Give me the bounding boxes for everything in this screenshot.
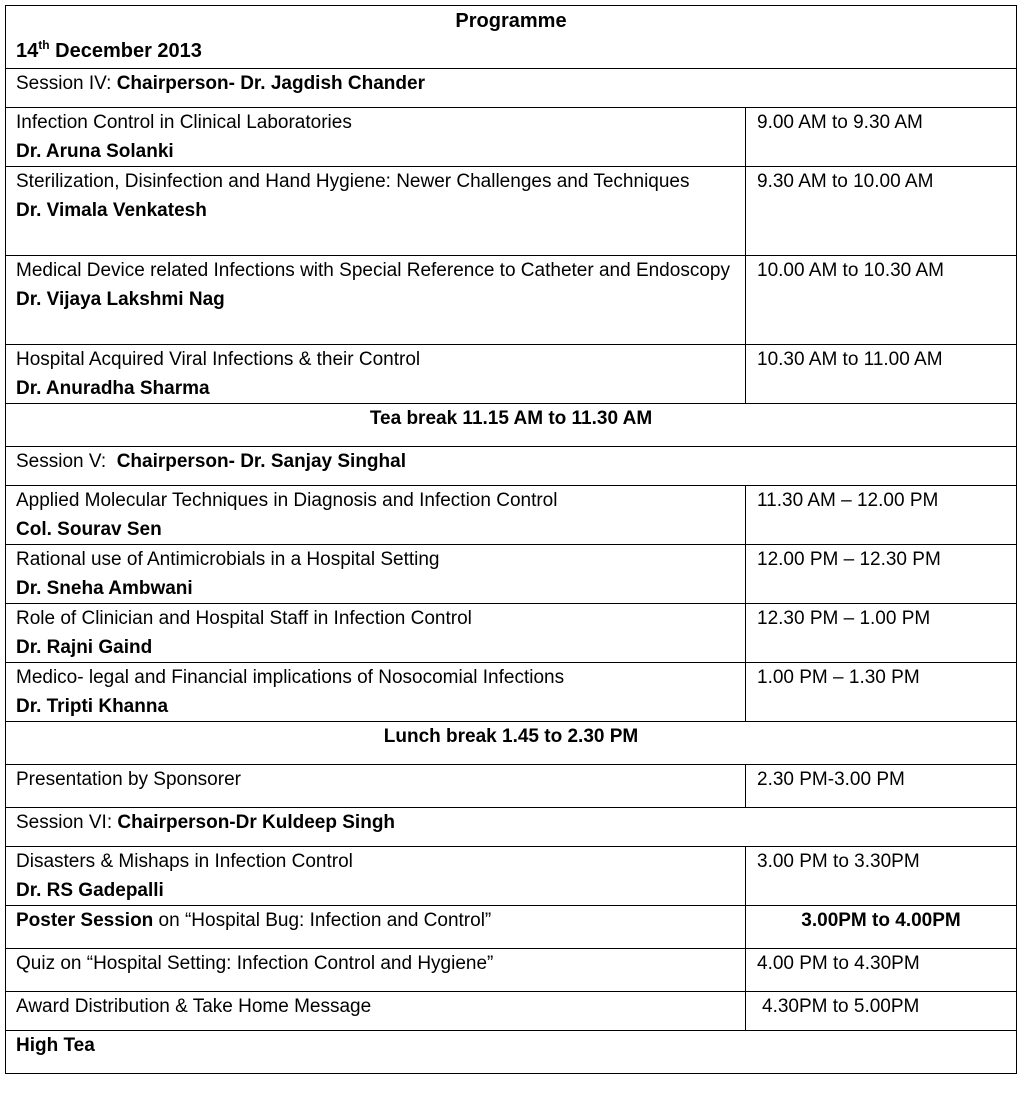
tea-break-row (6, 404, 1017, 447)
talk-cell (6, 108, 746, 167)
talk-cell (6, 167, 746, 256)
programme-header-cell (6, 6, 1017, 69)
talk-speaker: Dr. Aruna Solanki (16, 141, 174, 162)
quiz-title: Quiz on “Hospital Setting: Infection Control and Hygiene” (6, 949, 746, 992)
talk-time: 10.30 AM to 11.00 AM (746, 345, 1017, 404)
programme-date: 14th December 2013 (16, 38, 202, 62)
talk-row (6, 167, 1017, 256)
quiz-time: 4.00 PM to 4.30PM (746, 949, 1017, 992)
talk-speaker: Dr. Anuradha Sharma (16, 378, 210, 399)
talk-time: 1.00 PM – 1.30 PM (746, 663, 1017, 722)
talk-title: Medical Device related Infections with Special Reference to Catheter and Endoscopy (16, 260, 730, 281)
talk-row (6, 486, 1017, 545)
talk-cell (6, 545, 746, 604)
talk-speaker: Dr. Vijaya Lakshmi Nag (16, 289, 225, 310)
sponsor-row (6, 765, 1017, 808)
talk-time: 11.30 AM – 12.00 PM (746, 486, 1017, 545)
talk-time: 3.00 PM to 3.30PM (746, 847, 1017, 906)
talk-title: Medico- legal and Financial implications of Nosocomial Infections (16, 667, 565, 688)
poster-title: Poster Session on “Hospital Bug: Infection and Control” (6, 906, 746, 949)
talk-title: Infection Control in Clinical Laboratories (16, 112, 352, 133)
tea-break: Tea break 11.15 AM to 11.30 AM (6, 404, 1017, 447)
programme-header-row (6, 6, 1017, 69)
talk-time: 9.00 AM to 9.30 AM (746, 108, 1017, 167)
session-row (6, 447, 1017, 486)
talk-speaker: Dr. Vimala Venkatesh (16, 200, 207, 221)
poster-time: 3.00PM to 4.00PM (746, 906, 1017, 949)
talk-title: Role of Clinician and Hospital Staff in Infection Control (16, 608, 472, 629)
talk-speaker: Col. Sourav Sen (16, 519, 162, 540)
sponsor-time: 2.30 PM-3.00 PM (746, 765, 1017, 808)
talk-speaker: Dr. Sneha Ambwani (16, 578, 193, 599)
talk-title: Rational use of Antimicrobials in a Hospital Setting (16, 549, 440, 570)
talk-row (6, 663, 1017, 722)
talk-row (6, 604, 1017, 663)
talk-time: 10.00 AM to 10.30 AM (746, 256, 1017, 345)
session-header: Session IV: Chairperson- Dr. Jagdish Chander (6, 69, 1017, 108)
talk-cell (6, 847, 746, 906)
talk-cell (6, 663, 746, 722)
closing-high-tea: High Tea (6, 1031, 1017, 1074)
talk-title: Sterilization, Disinfection and Hand Hygiene: Newer Challenges and Techniques (16, 171, 690, 192)
talk-time: 12.30 PM – 1.00 PM (746, 604, 1017, 663)
session-header: Session V: Chairperson- Dr. Sanjay Singhal (6, 447, 1017, 486)
talk-row (6, 256, 1017, 345)
lunch-break-row (6, 722, 1017, 765)
talk-speaker: Dr. Tripti Khanna (16, 696, 169, 717)
award-row (6, 992, 1017, 1031)
quiz-row (6, 949, 1017, 992)
talk-speaker: Dr. RS Gadepalli (16, 880, 164, 901)
programme-table (5, 5, 1017, 1074)
talk-cell (6, 604, 746, 663)
session-row (6, 808, 1017, 847)
talk-speaker: Dr. Rajni Gaind (16, 637, 153, 658)
talk-time: 9.30 AM to 10.00 AM (746, 167, 1017, 256)
talk-row (6, 847, 1017, 906)
poster-row (6, 906, 1017, 949)
session-row (6, 69, 1017, 108)
programme-title: Programme (455, 10, 567, 32)
talk-time: 12.00 PM – 12.30 PM (746, 545, 1017, 604)
talk-cell (6, 256, 746, 345)
talk-row (6, 345, 1017, 404)
talk-title: Hospital Acquired Viral Infections & their Control (16, 349, 421, 370)
sponsor-title: Presentation by Sponsorer (6, 765, 746, 808)
closing-row (6, 1031, 1017, 1074)
lunch-break: Lunch break 1.45 to 2.30 PM (6, 722, 1017, 765)
talk-cell (6, 486, 746, 545)
award-title: Award Distribution & Take Home Message (6, 992, 746, 1031)
award-time: 4.30PM to 5.00PM (746, 992, 1017, 1031)
talk-cell (6, 345, 746, 404)
session-header: Session VI: Chairperson-Dr Kuldeep Singh (6, 808, 1017, 847)
talk-row (6, 545, 1017, 604)
talk-row (6, 108, 1017, 167)
talk-title: Applied Molecular Techniques in Diagnosis and Infection Control (16, 490, 558, 511)
talk-title: Disasters & Mishaps in Infection Control (16, 851, 353, 872)
